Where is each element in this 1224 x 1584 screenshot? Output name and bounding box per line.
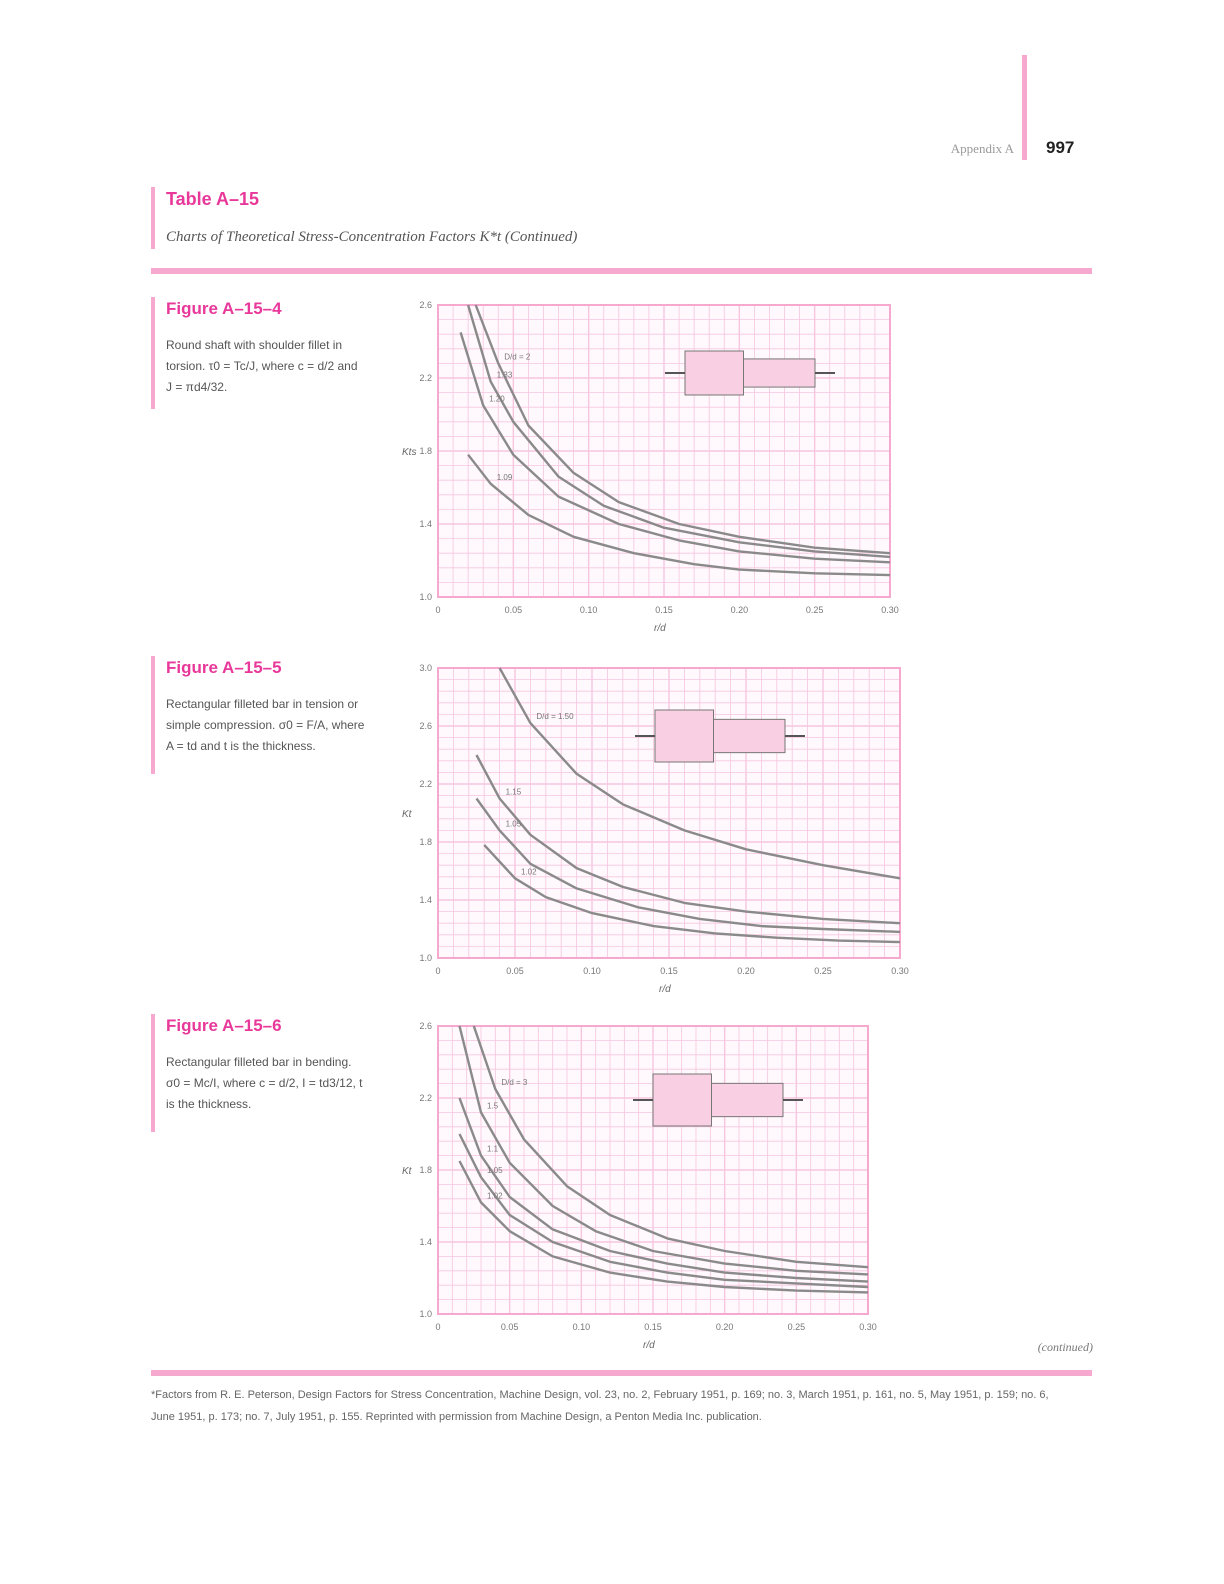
figure-1-label: Figure A–15–4 bbox=[166, 299, 282, 318]
curve-label: 1.20 bbox=[489, 394, 505, 404]
x-axis-label: r/d bbox=[643, 1340, 655, 1351]
figure-1-caption: Round shaft with shoulder fillet in torsion. τ0 = Tc/J, where c = d/2 and J = πd4/32. bbox=[166, 338, 358, 394]
figure-3-label: Figure A–15–6 bbox=[166, 1016, 282, 1035]
y-tick-label: 1.4 bbox=[419, 895, 432, 905]
y-tick-label: 2.2 bbox=[419, 1093, 432, 1103]
x-tick-label: 0 bbox=[435, 1322, 441, 1332]
x-tick-label: 0.05 bbox=[504, 605, 523, 615]
y-tick-label: 1.8 bbox=[419, 837, 432, 847]
figure-3-bar bbox=[151, 1014, 155, 1132]
table-bottom-rule bbox=[151, 1370, 1092, 1376]
y-tick-label: 1.0 bbox=[419, 592, 432, 602]
page-number: 997 bbox=[1046, 138, 1075, 157]
footnote: *Factors from R. E. Peterson, Design Factors for Stress Concentration, Machine Design, vol. 23, no. 2, February 1951, p. 169; no. 3, March 1951, p. 161, no. 5, May 1951, p. 159; no. 6, June 1951, p. 173; no. 7, July 1951, p. 155. Reprinted with permission from Machine Design, a Penton Media Inc. publication. bbox=[151, 1389, 1049, 1423]
curve-label: 1.5 bbox=[487, 1101, 499, 1111]
x-tick-label: 0 bbox=[435, 966, 441, 976]
y-tick-label: 2.6 bbox=[419, 721, 432, 731]
figure-1-bar bbox=[151, 297, 155, 409]
table-title: Charts of Theoretical Stress-Concentration Factors K*t (Continued) bbox=[166, 229, 578, 245]
specimen-narrow-section bbox=[714, 719, 786, 752]
curve-label: D/d = 3 bbox=[501, 1078, 528, 1087]
x-tick-label: 0.10 bbox=[579, 605, 598, 615]
y-axis-label: Kt bbox=[402, 1166, 412, 1177]
x-tick-label: 0.10 bbox=[572, 1322, 591, 1332]
x-tick-label: 0.30 bbox=[891, 966, 909, 976]
x-tick-label: 0.10 bbox=[583, 966, 601, 976]
y-tick-label: 1.4 bbox=[419, 519, 432, 529]
y-tick-label: 2.2 bbox=[419, 779, 432, 789]
curve-label: 1.33 bbox=[496, 370, 513, 380]
table-top-rule bbox=[151, 268, 1092, 274]
curve-label: 1.09 bbox=[496, 472, 513, 482]
x-tick-label: 0.25 bbox=[787, 1322, 806, 1332]
figure-2-label: Figure A–15–5 bbox=[166, 658, 282, 677]
x-tick-label: 0.15 bbox=[644, 1322, 662, 1332]
y-tick-label: 2.2 bbox=[419, 373, 432, 383]
figure-3-chart bbox=[398, 1014, 888, 1354]
specimen-wide-section bbox=[655, 710, 714, 762]
table-label: Table A–15 bbox=[166, 189, 260, 209]
specimen-wide-section bbox=[685, 351, 744, 395]
table-heading-bar bbox=[151, 187, 155, 249]
curve-label: D/d = 2 bbox=[504, 352, 531, 362]
y-tick-label: 3.0 bbox=[419, 663, 432, 673]
curve-label: 1.1 bbox=[487, 1144, 499, 1154]
figure-3-caption: Rectangular filleted bar in bending. σ0 = Mc/I, where c = d/2, I = td3/12, t is the thickness. bbox=[166, 1055, 363, 1111]
curve-label: 1.02 bbox=[521, 867, 537, 877]
grid bbox=[438, 305, 890, 597]
x-axis-label: r/d bbox=[659, 984, 671, 995]
x-tick-label: 0.15 bbox=[655, 605, 673, 615]
header-vertical-rule bbox=[1022, 55, 1027, 160]
y-tick-label: 1.8 bbox=[419, 1165, 432, 1175]
y-tick-label: 1.0 bbox=[419, 953, 432, 963]
x-axis-label: r/d bbox=[654, 623, 666, 634]
x-tick-label: 0.05 bbox=[506, 966, 524, 976]
specimen-narrow-section bbox=[744, 359, 816, 387]
y-tick-label: 1.4 bbox=[419, 1237, 432, 1247]
figure-2-bar bbox=[151, 656, 155, 774]
y-tick-label: 1.8 bbox=[419, 446, 432, 456]
y-tick-label: 2.6 bbox=[419, 300, 432, 310]
curve-label: 1.02 bbox=[487, 1191, 503, 1201]
figure-2-caption: Rectangular filleted bar in tension or simple compression. σ0 = F/A, where A = td and t is the thickness. bbox=[166, 697, 365, 753]
x-tick-label: 0 bbox=[435, 605, 441, 615]
x-tick-label: 0.15 bbox=[660, 966, 678, 976]
running-head: Appendix A bbox=[950, 141, 1014, 156]
x-tick-label: 0.25 bbox=[805, 605, 824, 615]
figure-2-chart bbox=[398, 656, 918, 996]
x-tick-label: 0.20 bbox=[730, 605, 749, 615]
y-tick-label: 1.0 bbox=[419, 1309, 432, 1319]
y-axis-label: Kt bbox=[402, 809, 412, 820]
specimen-wide-section bbox=[653, 1074, 712, 1126]
specimen-narrow-section bbox=[712, 1083, 784, 1116]
x-tick-label: 0.20 bbox=[737, 966, 755, 976]
x-tick-label: 0.05 bbox=[500, 1322, 519, 1332]
curve-label: 1.15 bbox=[505, 787, 522, 797]
curve-label: 1.05 bbox=[505, 819, 522, 829]
x-tick-label: 0.30 bbox=[859, 1322, 877, 1332]
figure-1-chart bbox=[398, 295, 908, 635]
curve-label: D/d = 1.50 bbox=[536, 712, 574, 722]
y-tick-label: 2.6 bbox=[419, 1021, 432, 1031]
x-tick-label: 0.20 bbox=[715, 1322, 734, 1332]
continued-label: (continued) bbox=[1037, 1340, 1093, 1354]
x-tick-label: 0.30 bbox=[881, 605, 899, 615]
curve-label: 1.05 bbox=[487, 1166, 503, 1176]
y-axis-label: Kts bbox=[402, 447, 417, 458]
x-tick-label: 0.25 bbox=[814, 966, 832, 976]
